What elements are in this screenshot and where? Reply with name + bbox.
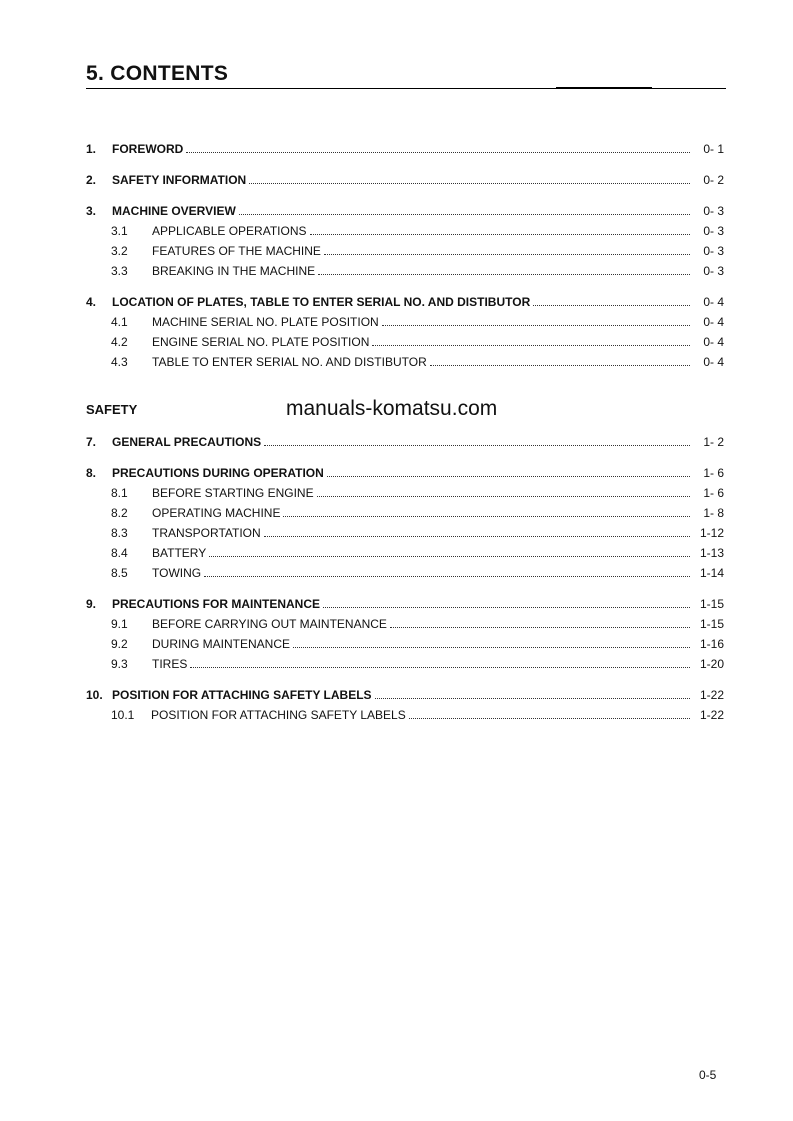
dot-leader: [264, 536, 690, 537]
toc-subentry[interactable]: [86, 486, 724, 506]
entry-title: BREAKING IN THE MACHINE: [152, 264, 316, 278]
entry-number: 9.3: [111, 657, 128, 671]
dot-leader: [249, 183, 690, 184]
dot-leader: [372, 345, 690, 346]
entry-number: 8.3: [111, 526, 128, 540]
entry-number: 4.: [86, 295, 97, 309]
title-underline-mark: [556, 87, 652, 89]
entry-page: 0- 3: [703, 204, 724, 218]
entry-page: 0- 1: [703, 142, 724, 156]
dot-leader: [409, 718, 690, 719]
entry-page: 0- 3: [703, 224, 724, 238]
toc-group: [86, 142, 724, 162]
dot-leader: [239, 214, 690, 215]
entry-page: 1- 6: [703, 466, 724, 480]
toc-entry[interactable]: [86, 435, 724, 455]
entry-number: 8.5: [111, 566, 128, 580]
toc-group: [86, 597, 724, 677]
entry-page: 1-22: [699, 688, 724, 702]
entry-title: SAFETY INFORMATION: [112, 173, 247, 187]
entry-title: MACHINE SERIAL NO. PLATE POSITION: [152, 315, 379, 329]
toc-subentry[interactable]: [86, 617, 724, 637]
dot-leader: [190, 667, 690, 668]
entry-number: 9.2: [111, 637, 128, 651]
entry-title: FEATURES OF THE MACHINE: [152, 244, 321, 258]
dot-leader: [317, 496, 690, 497]
toc-subentry[interactable]: [86, 335, 724, 355]
entry-number: 3.3: [111, 264, 128, 278]
entry-page: 1-14: [699, 566, 724, 580]
toc-group: [86, 295, 724, 375]
entry-title: ENGINE SERIAL NO. PLATE POSITION: [152, 335, 370, 349]
entry-page: 0- 3: [703, 264, 724, 278]
entry-page: 0- 2: [703, 173, 724, 187]
dot-leader: [318, 274, 690, 275]
toc-subentry[interactable]: [86, 315, 724, 335]
entry-page: 0- 4: [703, 355, 724, 369]
dot-leader: [209, 556, 690, 557]
entry-page: 0- 4: [703, 315, 724, 329]
entry-title: MACHINE OVERVIEW: [112, 204, 236, 218]
entry-number: 3.: [86, 204, 97, 218]
entry-page: 1-15: [699, 597, 724, 611]
dot-leader: [430, 365, 690, 366]
entry-page: 0- 4: [703, 295, 724, 309]
entry-title: BEFORE CARRYING OUT MAINTENANCE: [152, 617, 387, 631]
toc-subentry[interactable]: [86, 355, 724, 375]
entry-title: FOREWORD: [112, 142, 184, 156]
toc-part-2: [86, 435, 724, 739]
toc-group: [86, 435, 724, 455]
entry-page: 0- 4: [703, 335, 724, 349]
entry-title: POSITION FOR ATTACHING SAFETY LABELS: [112, 688, 372, 702]
page-number: 0-5: [699, 1068, 717, 1082]
entry-title: BEFORE STARTING ENGINE: [152, 486, 314, 500]
entry-number: 7.: [86, 435, 97, 449]
toc-group: [86, 688, 724, 728]
toc-subentry[interactable]: [86, 264, 724, 284]
entry-title: GENERAL PRECAUTIONS: [112, 435, 262, 449]
entry-title: OPERATING MACHINE: [152, 506, 281, 520]
toc-entry[interactable]: [86, 142, 724, 162]
toc-subentry[interactable]: [86, 708, 724, 728]
toc-entry[interactable]: [86, 204, 724, 224]
entry-page: 1-22: [699, 708, 724, 722]
entry-number: 4.2: [111, 335, 128, 349]
entry-title: PRECAUTIONS DURING OPERATION: [112, 466, 324, 480]
entry-title: BATTERY: [152, 546, 207, 560]
dot-leader: [186, 152, 690, 153]
entry-number: 1.: [86, 142, 97, 156]
entry-number: 3.1: [111, 224, 128, 238]
entry-number: 4.3: [111, 355, 128, 369]
toc-subentry[interactable]: [86, 566, 724, 586]
entry-page: 1-12: [699, 526, 724, 540]
dot-leader: [327, 476, 690, 477]
entry-title: PRECAUTIONS FOR MAINTENANCE: [112, 597, 321, 611]
toc-entry[interactable]: [86, 688, 724, 708]
dot-leader: [283, 516, 690, 517]
toc-entry[interactable]: [86, 466, 724, 486]
entry-page: 1-15: [699, 617, 724, 631]
toc-subentry[interactable]: [86, 506, 724, 526]
dot-leader: [204, 576, 690, 577]
entry-number: 2.: [86, 173, 97, 187]
entry-page: 1- 6: [703, 486, 724, 500]
entry-number: 4.1: [111, 315, 128, 329]
toc-group: [86, 466, 724, 586]
dot-leader: [310, 234, 691, 235]
toc-subentry[interactable]: [86, 224, 724, 244]
entry-number: 10.1: [111, 708, 135, 722]
toc-subentry[interactable]: [86, 546, 724, 566]
entry-title: POSITION FOR ATTACHING SAFETY LABELS: [151, 708, 406, 722]
entry-number: 8.4: [111, 546, 128, 560]
page-title: 5. CONTENTS: [86, 62, 229, 85]
part-heading-safety: SAFETY: [86, 402, 138, 417]
toc-group: [86, 204, 724, 284]
entry-number: 8.: [86, 466, 97, 480]
toc-entry[interactable]: [86, 597, 724, 617]
entry-number: 8.1: [111, 486, 128, 500]
toc-subentry[interactable]: [86, 244, 724, 264]
entry-page: 0- 3: [703, 244, 724, 258]
entry-number: 9.1: [111, 617, 128, 631]
toc-entry[interactable]: [86, 295, 724, 315]
dot-leader: [375, 698, 690, 699]
entry-title: LOCATION OF PLATES, TABLE TO ENTER SERIAL NO. AND DISTIBUTOR: [112, 295, 531, 309]
toc-part-1: [86, 142, 724, 386]
dot-leader: [533, 305, 690, 306]
entry-number: 8.2: [111, 506, 128, 520]
entry-number: 3.2: [111, 244, 128, 258]
toc-entry[interactable]: [86, 173, 724, 193]
entry-page: 1- 2: [703, 435, 724, 449]
toc-subentry[interactable]: [86, 637, 724, 657]
dot-leader: [324, 254, 690, 255]
entry-page: 1- 8: [703, 506, 724, 520]
entry-page: 1-16: [699, 637, 724, 651]
entry-title: TOWING: [152, 566, 202, 580]
entry-number: 10.: [86, 688, 103, 702]
dot-leader: [293, 647, 690, 648]
entry-title: DURING MAINTENANCE: [152, 637, 291, 651]
dot-leader: [390, 627, 690, 628]
entry-title: TRANSPORTATION: [152, 526, 261, 540]
toc-subentry[interactable]: [86, 657, 724, 677]
entry-title: TIRES: [152, 657, 188, 671]
entry-number: 9.: [86, 597, 97, 611]
entry-title: TABLE TO ENTER SERIAL NO. AND DISTIBUTOR: [152, 355, 427, 369]
entry-title: APPLICABLE OPERATIONS: [152, 224, 307, 238]
watermark: manuals-komatsu.com: [286, 397, 498, 420]
dot-leader: [323, 607, 690, 608]
dot-leader: [264, 445, 690, 446]
entry-page: 1-13: [699, 546, 724, 560]
dot-leader: [382, 325, 690, 326]
toc-group: [86, 173, 724, 193]
entry-page: 1-20: [699, 657, 724, 671]
toc-subentry[interactable]: [86, 526, 724, 546]
